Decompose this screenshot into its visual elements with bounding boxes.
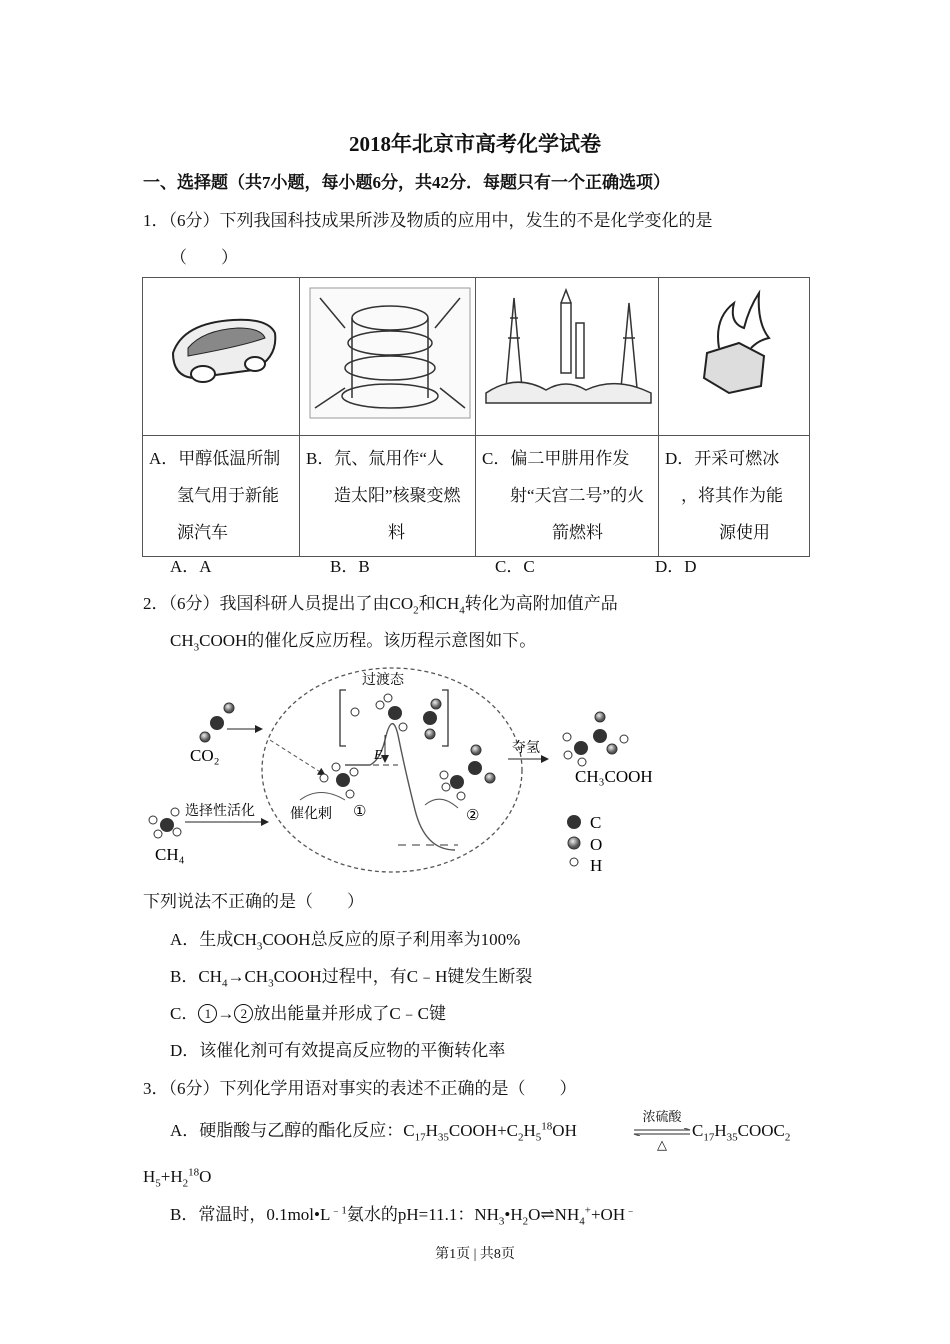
option-c-line: 射“天宫二号”的火 (510, 486, 645, 505)
text-run: +OH (590, 1205, 626, 1224)
text-run: 氨水的pH=11.1：NH (346, 1205, 499, 1224)
text-run: O (199, 1167, 212, 1186)
q3-option-b[interactable] (170, 1204, 636, 1226)
option-d-line: ，将其作为能 (681, 486, 783, 505)
subscript: 35 (726, 1131, 738, 1144)
option-b-line: 料 (388, 523, 405, 542)
product-label: CH₃COOH (575, 767, 653, 786)
ch3cooh-molecule-icon (563, 712, 628, 766)
superscript: 18 (188, 1166, 200, 1179)
text-run: H (523, 1121, 536, 1140)
option-a-image (143, 278, 300, 436)
step2-molecule-icon (425, 745, 495, 808)
co2-label: CO₂ (190, 746, 220, 765)
burning-ice-icon (659, 278, 809, 430)
text-run: COOH+C (448, 1121, 519, 1140)
option-d-line: 源使用 (719, 523, 770, 542)
subscript: 3 (268, 977, 274, 990)
energy-label: E (374, 748, 383, 763)
text-run: CH (170, 631, 194, 650)
subscript: 2 (784, 1131, 791, 1144)
subscript: 3 (498, 1215, 505, 1228)
superscript: ﹣ (625, 1204, 637, 1217)
subscript: 2 (182, 1177, 189, 1190)
transition-state-label: 过渡态 (362, 672, 404, 688)
ch4-label: CH₄ (155, 845, 185, 864)
q2-stem-line1 (143, 593, 618, 615)
text-run: H (714, 1121, 727, 1140)
q3-option-a-line2 (143, 1166, 211, 1188)
heat-condition: △ (657, 1138, 667, 1153)
subscript: 4 (221, 977, 228, 990)
option-b-line: B．氘、氚用作“人 (306, 449, 444, 468)
step1-molecule-icon (300, 763, 358, 800)
text-run: O⇌NH (528, 1205, 580, 1224)
text-run: → (217, 1004, 235, 1023)
option-a-line: 氢气用于新能 (177, 486, 279, 505)
reaction-condition (632, 1106, 692, 1152)
option-d-image (659, 278, 810, 436)
page-title: 2018年北京市高考化学试卷 (349, 132, 601, 156)
option-c-line: C．偏二甲肼用作发 (482, 449, 630, 468)
q1-choice-a[interactable]: A．A (170, 557, 212, 576)
q1-choice-c[interactable]: C．C (495, 557, 535, 576)
text-run: C (692, 1121, 704, 1140)
option-b-text (300, 436, 476, 557)
q3-option-a-product (692, 1120, 790, 1142)
text-run: •H (504, 1205, 523, 1224)
subscript: 2 (518, 1131, 524, 1144)
text-run: A．硬脂酸与乙醇的酯化反应：C (170, 1121, 415, 1140)
text-run: 转化为高附加值产品 (464, 594, 618, 613)
option-a-text (143, 436, 300, 557)
option-c-text (476, 436, 659, 557)
page-footer: 第1页 | 共8页 (435, 1247, 515, 1262)
option-c-image (476, 278, 659, 436)
option-a-line: A．甲醇低温所制 (149, 449, 281, 468)
q1-stem: 1．（6分）下列我国科技成果所涉及物质的应用中，发生的不是化学变化的是 (143, 211, 713, 230)
q1-options-table (142, 277, 810, 557)
step1-label: ① (353, 804, 367, 820)
text-run: COOH的催化反应历程。该历程示意图如下。 (199, 631, 537, 650)
reaction-pathway-diagram (140, 660, 680, 880)
subscript: 2 (522, 1215, 529, 1228)
subscript: 4 (459, 604, 465, 617)
q2-option-c[interactable] (170, 1003, 446, 1025)
q2-stem-line2 (170, 630, 536, 652)
text-run: 放出能量并形成了C﹣C键 (253, 1004, 447, 1023)
legend-o: O (590, 835, 603, 854)
text-run: H (425, 1121, 438, 1140)
subscript: 3 (256, 940, 263, 953)
option-c-line: 箭燃料 (552, 523, 603, 542)
rocket-launch-icon (476, 278, 658, 430)
carbon-legend-icon (567, 815, 581, 829)
fusion-reactor-icon (300, 278, 475, 430)
catalyst-condition: 浓硫酸 (642, 1110, 682, 1125)
legend-h: H (590, 856, 603, 875)
q3-option-a-line1[interactable] (170, 1120, 577, 1142)
text-run: +H (160, 1167, 183, 1186)
text-run: D．该催化剂可有效提高反应物的平衡转化率 (170, 1041, 506, 1060)
text-run: B．常温时，0.1mol•L (170, 1205, 331, 1224)
superscript: 18 (541, 1120, 553, 1133)
energy-curve (345, 724, 455, 850)
circled-number: 2 (234, 1004, 253, 1023)
option-d-text (659, 436, 810, 557)
text-run: 和CH (418, 594, 460, 613)
hydrogen-legend-icon (570, 858, 578, 866)
catalyst-label: 催化剌 (290, 806, 332, 822)
subscript: 17 (703, 1131, 715, 1144)
text-run: A．生成CH (170, 930, 257, 949)
ch4-molecule-icon (149, 808, 181, 838)
superscript: + (584, 1204, 591, 1217)
section-heading: 一、选择题（共7小题，每小题6分，共42分．每题只有一个正确选项） (143, 173, 670, 192)
q2-option-a[interactable] (170, 929, 520, 951)
subscript: 5 (155, 1177, 161, 1190)
text-run: COOH总反应的原子利用率为100% (262, 930, 521, 949)
oxygen-legend-icon (568, 837, 580, 849)
dehydrogenation-label: 夺氢 (512, 740, 540, 756)
reversible-arrow-icon (632, 1128, 692, 1136)
legend-c: C (590, 813, 602, 832)
text-run: COOH过程中，有C﹣H键发生断裂 (273, 967, 533, 986)
subscript: 4 (579, 1215, 585, 1228)
text-run: B．CH (170, 967, 222, 986)
q3-stem: 3．（6分）下列化学用语对事实的表述不正确的是（ ） (143, 1079, 577, 1098)
co2-molecule-icon (200, 703, 234, 742)
q1-answer-paren: （ ） (170, 248, 238, 267)
option-d-line: D．开采可燃冰 (665, 449, 780, 468)
text-run: OH (552, 1121, 577, 1140)
hydrogen-car-icon (143, 278, 299, 430)
q1-choice-d[interactable]: D．D (655, 557, 697, 576)
text-run: C． (170, 1004, 199, 1023)
option-b-image (300, 278, 476, 436)
option-b-line: 造太阳”核聚变燃 (334, 486, 461, 505)
text-run: H (143, 1167, 156, 1186)
superscript: ﹣1 (330, 1204, 347, 1217)
q2-option-d[interactable] (170, 1040, 505, 1062)
option-a-line: 源汽车 (177, 523, 228, 542)
subscript: 3 (193, 641, 200, 654)
subscript: 2 (413, 604, 419, 617)
q2-question: 下列说法不正确的是（ ） (143, 892, 364, 911)
activation-label: 选择性活化 (185, 803, 255, 819)
q1-choice-b[interactable]: B．B (330, 557, 370, 576)
step2-label: ② (466, 808, 480, 824)
text-run: →CH (227, 967, 269, 986)
text-run: COOC (737, 1121, 785, 1140)
transition-state-molecule-icon (351, 694, 441, 739)
circled-number: 1 (198, 1004, 217, 1023)
subscript: 35 (437, 1131, 449, 1144)
subscript: 5 (535, 1131, 542, 1144)
subscript: 17 (414, 1131, 426, 1144)
q2-option-b[interactable] (170, 966, 532, 988)
text-run: 2．（6分）我国科研人员提出了由CO (143, 594, 414, 613)
